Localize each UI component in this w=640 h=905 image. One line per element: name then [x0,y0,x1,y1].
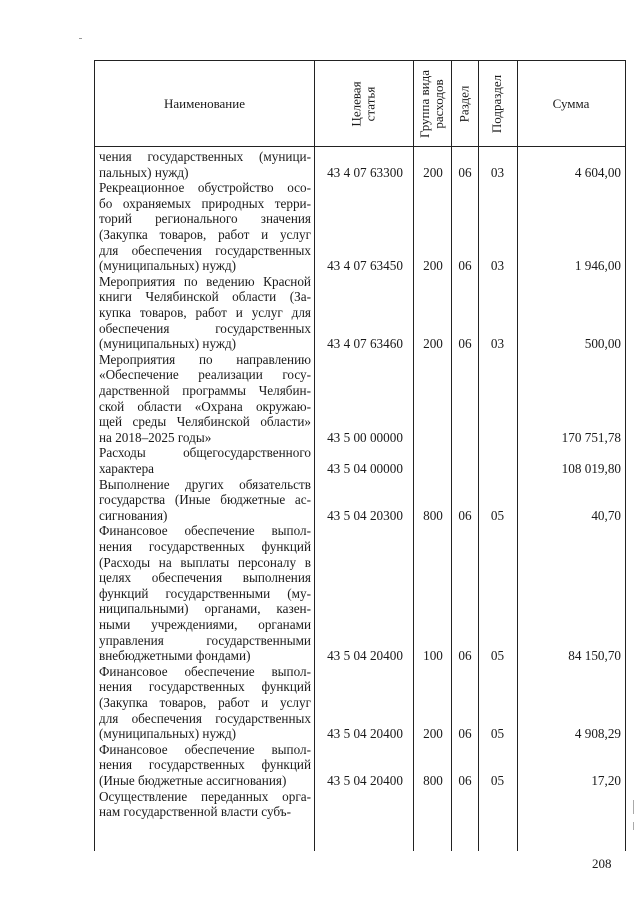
header-group-line1: Группа вида [417,69,433,138]
row-target-article: 43 4 07 63300 [327,164,403,180]
row-name-line: нения государственных функций [99,538,311,554]
header-section-label: Раздел [456,85,472,122]
row-subsection: 05 [490,648,505,664]
row-target-article: 43 5 04 20300 [327,507,403,523]
row-name-line: управления государственными [99,632,311,648]
row-name-line: (Закупка товаров, работ и услуг [99,694,311,710]
row-name-line: пальных) нужд) [99,164,189,180]
row-expense-group: 800 [423,772,443,788]
row-name-line: ской области «Охрана окружаю- [99,398,311,414]
header-expense-group [413,61,451,146]
row-name-line: Мероприятия по направлению [99,351,311,367]
row-sum: 84 150,70 [568,648,621,664]
row-name-line: чения государственных (муници- [99,149,311,164]
row-name-line: щей среды Челябинской области» [99,414,311,430]
row-name-line: (Расходы на выплаты персоналу в [99,554,311,570]
row-target-article: 43 4 07 63450 [327,258,403,274]
row-sum: 40,70 [591,507,621,523]
row-target-article: 43 5 04 20400 [327,772,403,788]
row-name-line: купка товаров, работ и услуг для [99,304,311,320]
row-expense-group: 100 [423,648,443,664]
scan-edge-mark [633,822,634,830]
row-target-article: 43 4 07 63460 [327,336,403,352]
row-name-line: Осуществление переданных орга- [99,788,311,804]
row-name-line: для обеспечения государственных [99,242,311,258]
row-name-line: книги Челябинской области (За- [99,289,311,305]
header-subsection-label: Подраздел [489,74,505,133]
row-sum: 1 946,00 [574,258,621,274]
row-section: 06 [458,507,472,523]
row-name-line: обеспечения государственных [99,320,311,336]
table-row [95,352,625,446]
row-name-line: для обеспечения государственных [99,710,311,726]
header-sum [517,61,625,146]
row-target-article: 43 5 04 20400 [327,726,403,742]
row-section: 06 [458,726,472,742]
row-name-line: Финансовое обеспечение выпол- [99,741,311,757]
header-target-line2: статья [362,86,378,121]
row-name-line: Финансовое обеспечение выпол- [99,663,311,679]
row-name [99,352,311,446]
row-subsection: 03 [490,164,505,180]
header-section [451,61,478,146]
row-target-article: 43 5 04 00000 [327,460,403,476]
row-expense-group: 200 [423,336,443,352]
row-name-line: целях обеспечения выполнения [99,570,311,586]
row-name-line: нения государственных функций [99,757,311,773]
row-name-line: (Закупка товаров, работ и услуг [99,226,311,242]
table-header [95,61,625,147]
row-name-line: (муниципальных) нужд) [99,726,237,742]
row-sum: 4 908,29 [574,726,621,742]
row-subsection: 05 [490,507,505,523]
header-sum-label: Сумма [552,95,590,111]
row-name [99,149,311,180]
row-name-line: ниципальными) органами, казен- [99,601,311,617]
row-name-line: функций государственными (му- [99,585,311,601]
row-section: 06 [458,772,472,788]
header-subsection [478,61,517,146]
row-name-line: Финансовое обеспечение выпол- [99,523,311,539]
table-row [95,789,625,820]
row-section: 06 [458,336,472,352]
row-subsection: 05 [490,726,505,742]
row-name-line: (муниципальных) нужд) [99,258,237,274]
row-name-line: Выполнение других обязательств [99,476,311,492]
row-sum: 108 019,80 [561,460,621,476]
table-row [95,274,625,352]
row-subsection: 05 [490,772,505,788]
row-name [99,477,311,524]
header-target-line1: Целевая [348,80,364,127]
row-name-line: (муниципальных) нужд) [99,336,237,352]
table-row [95,742,625,789]
row-subsection: 03 [490,258,505,274]
row-name-line: ными учреждениями, органами [99,616,311,632]
row-section: 06 [458,164,472,180]
row-subsection: 03 [490,336,505,352]
header-group-line2: расходов [431,78,447,129]
row-name-line: государства (Иные бюджетные ас- [99,492,311,508]
row-section: 06 [458,648,472,664]
table-row [95,180,625,274]
header-name-label: Наименование [164,95,245,111]
scan-edge-mark [633,800,634,814]
row-name [99,445,311,476]
row-name-line: характера [99,460,155,476]
row-name [99,274,311,352]
row-name-line: бо охраняемых природных терри- [99,195,311,211]
row-name-line: дарственной программы Челябин- [99,382,311,398]
table-row [95,445,625,476]
row-name-line: на 2018–2025 годы» [99,429,212,445]
page-number: 208 [592,856,612,871]
header-target-article [314,61,413,146]
row-name-line: торий регионального значения [99,211,311,227]
row-expense-group: 200 [423,164,443,180]
row-name [99,523,311,663]
row-target-article: 43 5 04 20400 [327,648,403,664]
row-name-line: «Обеспечение реализации госу- [99,367,311,383]
row-name-line: Рекреационное обустройство осо- [99,180,311,196]
row-name-line: нения государственных функций [99,679,311,695]
budget-table [94,60,626,851]
table-row [95,664,625,742]
row-target-article: 43 5 00 00000 [327,429,403,445]
row-name-line: Мероприятия по ведению Красной [99,273,311,289]
row-name-line: нам государственной власти субъ- [99,804,291,820]
row-name-line: Расходы общегосударственного [99,445,311,461]
scan-mark [79,38,82,39]
row-sum: 170 751,78 [561,429,621,445]
row-expense-group: 200 [423,258,443,274]
header-name [95,61,314,146]
row-section: 06 [458,258,472,274]
row-name [99,742,311,789]
table-row [95,523,625,663]
table-row [95,477,625,524]
row-name-line: сигнования) [99,507,168,523]
row-sum: 500,00 [584,336,621,352]
row-sum: 17,20 [591,772,621,788]
row-sum: 4 604,00 [574,164,621,180]
row-name [99,180,311,274]
row-expense-group: 200 [423,726,443,742]
row-name [99,664,311,742]
table-row [95,149,625,180]
row-expense-group: 800 [423,507,443,523]
row-name [99,789,311,820]
row-name-line: (Иные бюджетные ассигнования) [99,772,287,788]
row-name-line: внебюджетными фондами) [99,648,251,664]
